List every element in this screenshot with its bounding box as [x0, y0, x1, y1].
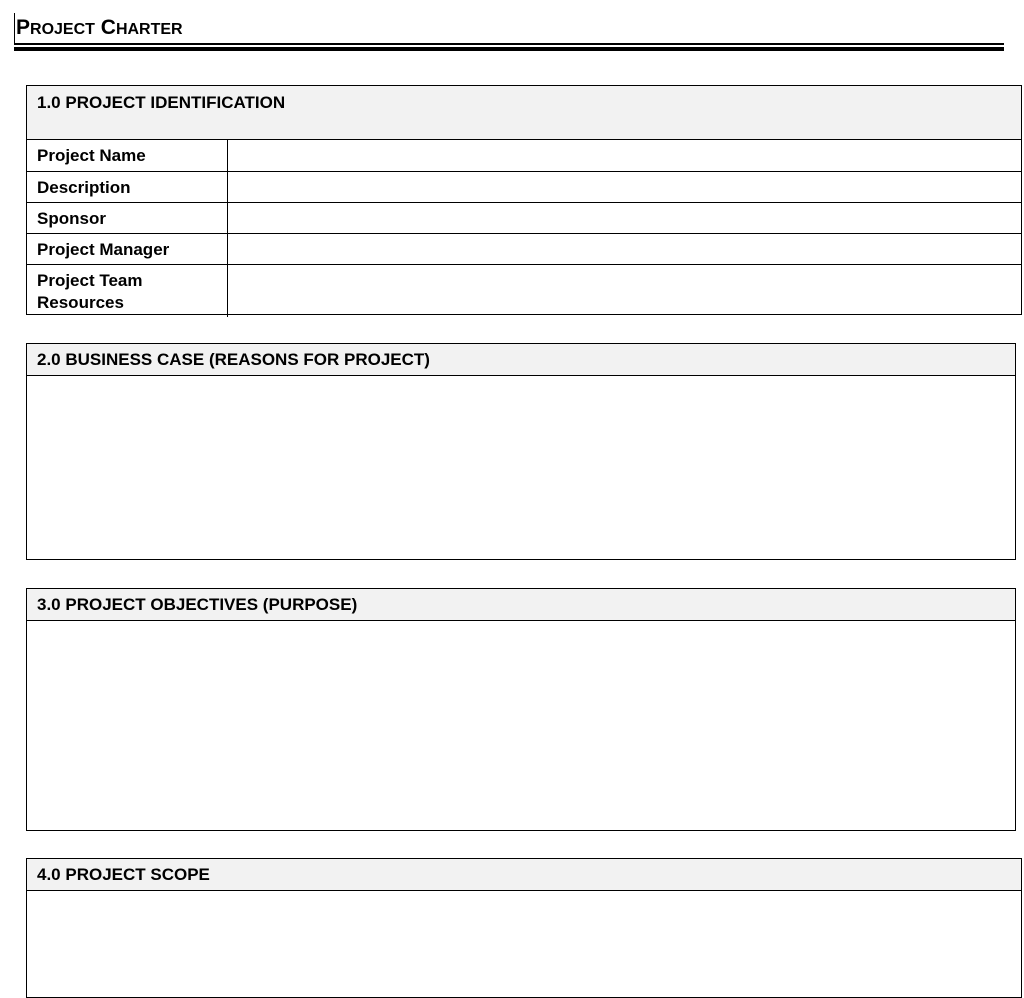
- section-project-identification: [26, 85, 1022, 315]
- title-divider-thick: [14, 47, 1004, 51]
- table-row: [27, 171, 1021, 202]
- project-manager-field[interactable]: [227, 233, 1021, 264]
- project-name-label: Project Name: [27, 140, 227, 171]
- project-team-resources-label: Project Team Resources: [27, 264, 227, 317]
- table-row: [27, 140, 1021, 171]
- title-part: ROJECT: [30, 21, 95, 38]
- table-row: [27, 233, 1021, 264]
- title-part: HARTER: [115, 21, 183, 38]
- sponsor-field[interactable]: [227, 202, 1021, 233]
- identification-table: [27, 140, 1021, 317]
- project-manager-label: Project Manager: [27, 233, 227, 264]
- section-heading: 3.0 PROJECT OBJECTIVES (PURPOSE): [27, 589, 1015, 621]
- title-initial: C: [100, 16, 116, 39]
- section-project-scope: [26, 858, 1022, 998]
- table-row: [27, 202, 1021, 233]
- table-row: [27, 264, 1021, 317]
- title-divider: [14, 43, 1004, 45]
- sponsor-label: Sponsor: [27, 202, 227, 233]
- description-label: Description: [27, 171, 227, 202]
- page-title: [16, 15, 183, 43]
- section-project-objectives: [26, 588, 1016, 831]
- description-field[interactable]: [227, 171, 1021, 202]
- section-heading: 4.0 PROJECT SCOPE: [27, 859, 1021, 891]
- section-heading: 2.0 BUSINESS CASE (REASONS FOR PROJECT): [27, 344, 1015, 376]
- project-name-field[interactable]: [227, 140, 1021, 171]
- title-initial: P: [16, 16, 31, 39]
- section-business-case: [26, 343, 1016, 560]
- section-heading: 1.0 PROJECT IDENTIFICATION: [27, 86, 1021, 140]
- text-cursor: [14, 13, 15, 43]
- project-team-resources-field[interactable]: [227, 264, 1021, 317]
